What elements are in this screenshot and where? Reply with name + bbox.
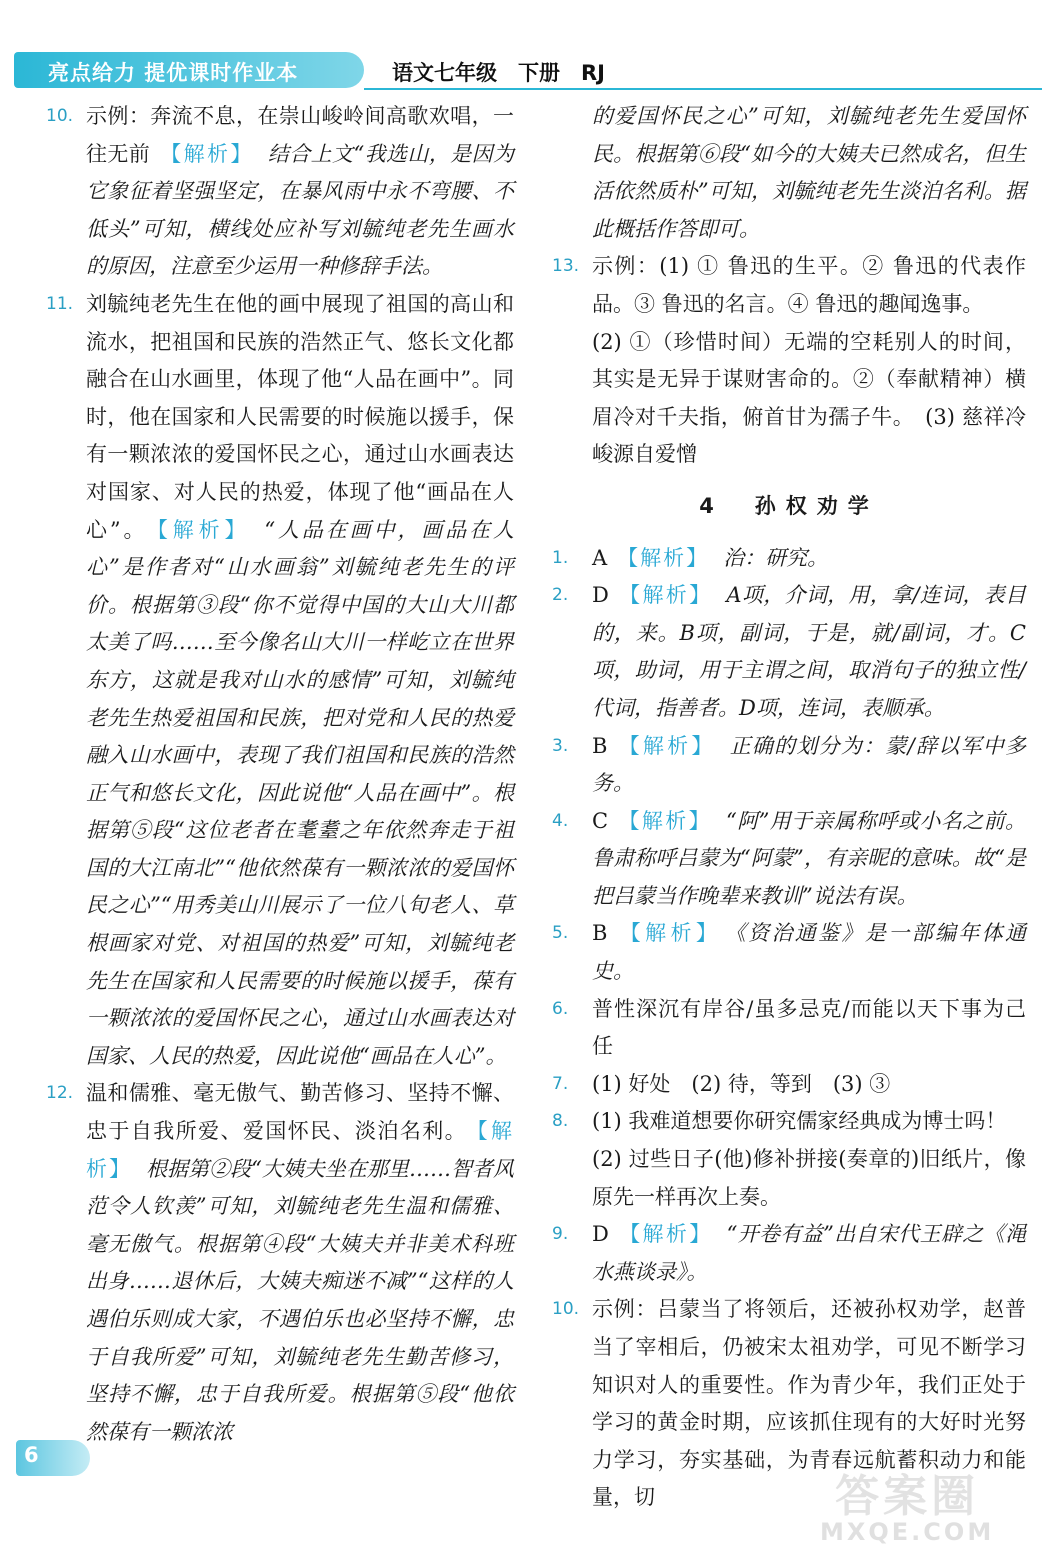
jiexi-label: 【解析】 — [160, 141, 254, 166]
jiexi-label: 【解析】 — [617, 733, 716, 758]
item-number: 4. — [552, 810, 569, 831]
answer-text: 示例：(1) ① 鲁迅的生平。② 鲁迅的代表作品。③ 鲁迅的名言。④ 鲁迅的趣闻逸事。 — [592, 254, 1026, 316]
explanation-text: 根据第②段“大姨夫坐在那里……智者风范令人钦羡”可知，刘毓纯老先生温和儒雅、毫无傲气。根据第④段“大姨夫并非美术科班出身……退休后，大姨夫痴迷不减”“这样的人遇伯乐则成大家，不遇伯乐也必坚持不懈，忠于自我所爱”可知，刘毓纯老先生勤苦修习，坚持不懈，忠于自我所爱。根据第⑤段“他依然葆有一颗浓浓 — [86, 1156, 514, 1444]
answer-item — [552, 98, 1026, 248]
item-number: 7. — [552, 1073, 569, 1094]
jiexi-label: 【解析】 — [617, 545, 710, 570]
answer-text: (1) 好处 (2) 待，等到 (3) ③ — [592, 1071, 891, 1096]
answer-item — [552, 991, 1026, 1066]
header-brand: 亮点给力 提优课时作业本 — [48, 61, 299, 85]
answer-text: A — [592, 545, 608, 570]
answer-text: 刘毓纯老先生在他的画中展现了祖国的高山和流水，把祖国和民族的浩然正气、悠长文化都融合在山水画里，体现了他“人品在画中”。同时，他在国家和人民需要的时候施以援手，保有一颗浓浓的爱国怀民之心，通过山水画表达对国家、对人民的热爱，体现了他“画品在人心”。 — [86, 291, 514, 542]
item-number: 10. — [552, 1299, 580, 1320]
item-number: 9. — [552, 1224, 569, 1245]
right-bottom-items — [552, 540, 1026, 1517]
right-top-items — [552, 98, 1026, 474]
answer-item — [552, 1141, 1026, 1216]
answer-text: 温和儒雅、毫无傲气、勤苦修习、坚持不懈、忠于自我所爱、爱国怀民、淡泊名利。 — [86, 1081, 514, 1144]
answer-item — [46, 98, 514, 286]
right-column — [552, 98, 1026, 1517]
explanation-text: “人品在画中，画品在人心”是作者对“山水画翁”刘毓纯老先生的评价。根据第③段“你不觉得中国的大山大川都太美了吗……至今像名山大川一样屹立在世界东方，这就是我对山水的感情”可知，刘毓纯老先生热爱祖国和民族，把对党和人民的热爱融入山水画中，表现了我们祖国和民族的浩然正气和悠长文化，因此说他“人品在画中”。根据第⑤段“这位老者在耄耋之年依然奔走于祖国的大江南北”“他依然葆有一颗浓浓的爱国怀民之心”“用秀美山川展示了一位八旬老人、草根画家对党、对祖国的热爱”可知，刘毓纯老先生在国家和人民需要的时候施以援手，葆有一颗浓浓的爱国怀民之心，通过山水画表达对国家、人民的热爱，因此说他“画品在人心”。 — [86, 517, 514, 1068]
explanation-text: 结合上文“我选山，是因为它象征着坚强坚定，在暴风雨中永不弯腰、不低头”可知，横线处应补写刘毓纯老先生画水的原因，注意至少运用一种修辞手法。 — [86, 141, 515, 279]
header-subject: 语文七年级 下册 RJ — [392, 61, 605, 85]
answer-text: (1) 我难道想要你研究儒家经典成为博士吗！ — [592, 1109, 1007, 1134]
item-number: 13. — [552, 256, 580, 277]
item-number: 1. — [552, 547, 569, 568]
jiexi-label: 【解析】 — [86, 1119, 515, 1181]
answer-item — [552, 1103, 1026, 1141]
item-number: 3. — [552, 735, 569, 756]
answer-text: 普性深沉有岸谷/虽多忌克/而能以天下事为己任 — [592, 996, 1026, 1059]
item-number: 2. — [552, 585, 569, 606]
explanation-text: 《资治通鉴》是一部编年体通史。 — [592, 921, 1027, 984]
answer-text: (2) 过些日子(他)修补拼接(奏章的)旧纸片，像原先一样再次上奏。 — [592, 1147, 1026, 1209]
item-number: 10. — [46, 106, 74, 126]
explanation-text: “开卷有益”出自宋代王辟之《渑水燕谈录》。 — [592, 1222, 1026, 1284]
page-number: 6 — [24, 1443, 39, 1467]
answer-item — [46, 286, 514, 1075]
answer-item — [552, 915, 1026, 990]
watermark-line1: 答案圈 — [835, 1471, 980, 1522]
jiexi-label: 【解析】 — [157, 517, 251, 542]
jiexi-label: 【解析】 — [618, 808, 713, 833]
answer-item — [552, 248, 1026, 323]
left-column — [46, 98, 514, 1451]
answer-text: (2) ①（珍惜时间）无端的空耗别人的时间，其实是无异于谋财害命的。②（奉献精神）横眉冷对千夫指，俯首甘为孺子牛。 (3) 慈祥冷峻源自爱憎 — [592, 329, 1026, 467]
answer-text: 示例：奔流不息，在崇山峻岭间高歌欢唱，一往无前 — [86, 104, 514, 166]
explanation-text: 治：研究。 — [723, 545, 829, 570]
answer-text: 示例：吕蒙当了将领后，还被孙权劝学，赵普当了宰相后，仍被宋太祖劝学，可见不断学习知识对人的重要性。作为青少年，我们正处于学习的黄金时期，应该抓住现有的大好时光努力学习，夯实基础，为青春远航蓄积动力和能量，切 — [592, 1297, 1026, 1510]
explanation-text: A项，介词，用，拿/连词，表目的，来。B项，副词，于是，就/副词，才。C项，助词，用于主谓之间，取消句子的独立性/代词，指善者。D项，连词，表顺承。 — [592, 583, 1026, 720]
answer-text: D — [592, 1222, 609, 1247]
jiexi-label: 【解析】 — [617, 921, 722, 946]
answer-item — [552, 540, 1026, 578]
answer-text: B — [592, 921, 608, 946]
item-number: 5. — [552, 923, 569, 944]
watermark-logo — [820, 1460, 994, 1546]
answer-item — [552, 1216, 1026, 1291]
answer-item — [552, 1066, 1026, 1104]
answer-item — [46, 1075, 514, 1451]
item-number: 12. — [46, 1083, 74, 1104]
explanation-text: 正确的划分为：蒙/辞以军中多务。 — [592, 733, 1027, 796]
item-number: 8. — [552, 1111, 569, 1132]
jiexi-label: 【解析】 — [618, 1222, 713, 1247]
explanation-text: “阿”用于亲属称呼或小名之前。鲁肃称呼吕蒙为“阿蒙”，有亲昵的意味。故“是把吕蒙当作晚辈来教训”说法有误。 — [592, 808, 1026, 908]
section-title: 4 孙权劝学 — [699, 493, 879, 518]
answer-text: D — [592, 583, 609, 608]
watermark-line2: MXQE.COM — [820, 1518, 995, 1546]
answer-text: B — [592, 733, 608, 758]
explanation-text: 的爱国怀民之心”可知，刘毓纯老先生爱国怀民。根据第⑥段“如今的大姨夫已然成名，但生活依然质朴”可知，刘毓纯老先生淡泊名利。据此概括作答即可。 — [592, 104, 1026, 241]
answer-item — [552, 577, 1026, 727]
jiexi-label: 【解析】 — [618, 583, 713, 608]
item-number: 6. — [552, 998, 569, 1019]
item-number: 11. — [46, 293, 74, 314]
answer-item — [552, 728, 1026, 803]
answer-item — [552, 324, 1026, 474]
answer-text: C — [592, 808, 609, 833]
answer-item — [552, 803, 1026, 916]
header-rule — [364, 88, 1042, 90]
